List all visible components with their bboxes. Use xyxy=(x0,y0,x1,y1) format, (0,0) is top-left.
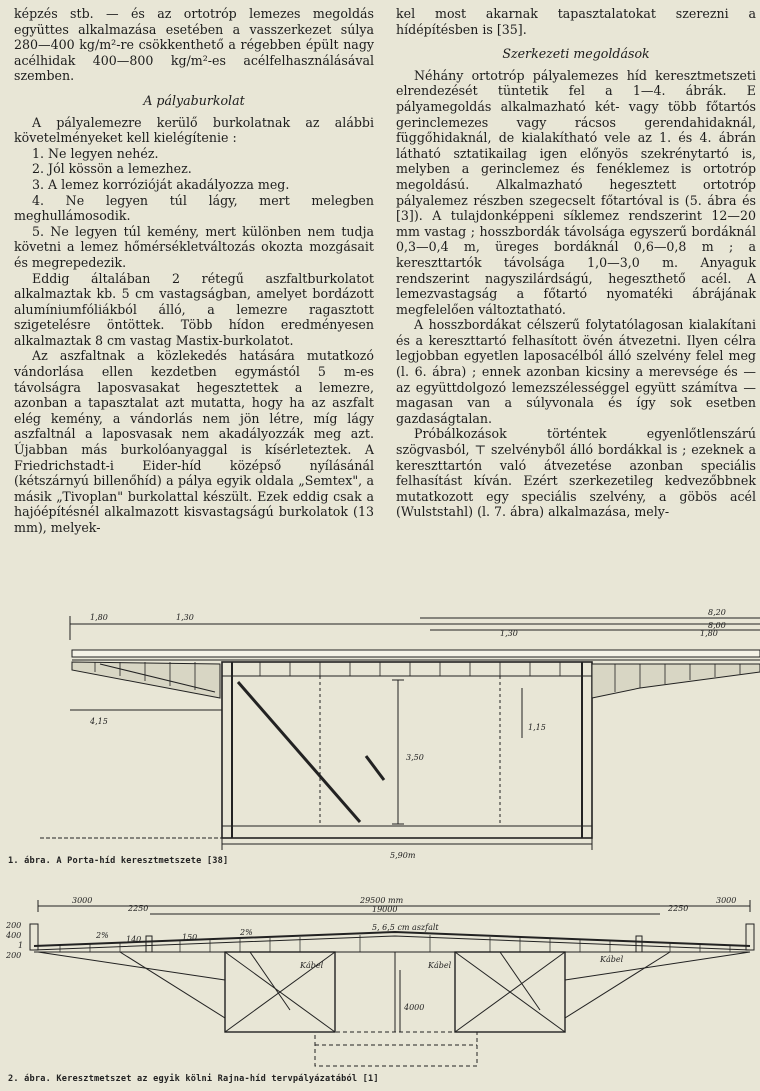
fig2-dim-200: 200 xyxy=(6,921,22,930)
fig2-dim-2pct-a: 2% xyxy=(96,931,109,940)
fig2-dim-29500: 29500 mm xyxy=(360,896,404,905)
left-paragraph-0: képzés stb. — és az ortotróp lemezes megoldás együttes alkalmazása esetében a vasszerkezet súlya 280—400 kg/m²-re csökkenthető a régebben épült nagy acélhidak 400—800 kg/m²-es acélfelhasználásával szemben. xyxy=(14,6,374,84)
fig2-kabel-c: Kábel xyxy=(600,955,624,964)
fig2-dim-19000: 19000 xyxy=(372,905,398,914)
left-paragraph-3: Az aszfaltnak a közlekedés hatására mutatkozó vándorlása ellen kezdetben egymástól 5 m-es távolságra laposvasakat hegesztettek a lemezre, azonban a tapasztalat azt mutatta, hogy ha az aszfalt elég kemény, a vándorlás nem jön létre, míg lágy aszfaltnál a laposvasak nem akadályozzák meg azt. Újabban más burkolóanyaggal is kísérleteztek. A Friedrichstadt-i Eider-híd középső nyílásánál (kétszárnyú billenőhíd) a pálya egyik oldala „Semtex", a másik „Tivoplan" burkolattal készült. Ezek eddig csak a hajóépítésnél alkalmazott kisvastagságú burkolatok (13 mm), melyek- xyxy=(14,348,374,535)
left-column xyxy=(14,6,374,536)
figure-1-drawing xyxy=(0,600,760,870)
fig1-dim-4-15: 4,15 xyxy=(90,717,108,726)
fig2-dim-4000: 4000 xyxy=(404,1003,425,1012)
fig2-dim-2250b: 2250 xyxy=(668,904,689,913)
fig2-dim-2250a: 2250 xyxy=(128,904,149,913)
fig1-dim-8-20: 8,20 xyxy=(708,608,726,617)
right-paragraph-0: kel most akarnak tapasztalatokat szerezni a hídépítésben is [35]. xyxy=(396,6,756,37)
requirement-item-3: 3. A lemez korrózióját akadályozza meg. xyxy=(32,176,290,192)
right-column xyxy=(396,6,756,520)
fig1-dim-8-00: 8,00 xyxy=(708,621,726,630)
fig2-dim-140: 140 xyxy=(126,935,142,944)
fig1-dim-5-90: 5,90m xyxy=(390,851,416,860)
fig1-dim-1-80: 1,80 xyxy=(90,613,108,622)
fig2-dim-400: 400 xyxy=(6,931,22,940)
fig1-dim-1-80b: 1,80 xyxy=(700,629,718,638)
right-paragraph-3: Próbálkozások történtek egyenlőtlenszárú szögvasból, ⊤ szelvényből álló bordákkal is ; ezeknek a kereszttartón való átvezetése azonban speciális felhasítást kíván. Ezért szerkezetileg kedvezőbbnek mutatkozott egy speciális szelvény, a göbös acél (Wulststahl) (l. 7. ábra) alkalmazása, mely- xyxy=(396,426,756,520)
right-paragraph-1: Néhány ortotróp pályalemezes híd keresztmetszeti elrendezését tüntetik fel a 1—4. ábrák. E pályamegoldás alkalmazható két- vagy több főtartós gerinclemezes vagy rácsos gerendahidaknál, függőhidaknál, de kialakítható vele az 1. és 4. ábrán látható sztatikailag igen előnyös szekrénytartó is, melyben a gerinclemez és fenéklemez is ortotróp megoldású. Alkalmazható hegesztett ortotróp pályalemez részben szegecselt főtartóval is (5. ábra és [3]). A tulajdonképpeni síklemez rendszerint 12—20 mm vastag ; hosszbordák távolsága egyszerű bordáknál 0,3—0,4 m, üreges bordáknál 0,6—0,8 m ; a kereszttartók távolsága 1,0—3,0 m. Anyaguk rendszerint nagyszilárdságú, hegeszthető acél. A lemezvastagság a főtartó nyomatéki ábrájának megfelelően változtatható. xyxy=(396,67,756,317)
section-heading-pavement: A pályaburkolat xyxy=(143,92,245,108)
fig1-dim-1-30b: 1,30 xyxy=(500,629,518,638)
right-paragraph-2: A hosszbordákat célszerű folytatólagosan kialakítani és a kereszttartó felhasított övén átvezetni. Ilyen célra legjobban egyetlen laposacélból álló szelvény felel meg (l. 6. ábra) ; ennek azonban kicsiny a merevsége és — az együttdolgozó lemezszélességgel együtt számítva — magasan van a súlyvonala és így sok esetben gazdaságtalan. xyxy=(396,317,756,426)
requirement-item-2: 2. Jól kössön a lemezhez. xyxy=(32,161,192,177)
left-paragraph-1: A pályalemezre kerülő burkolatnak az alábbi követelményeket kell kielégítenie : xyxy=(14,114,374,146)
fig1-dim-1-30a: 1,30 xyxy=(176,613,194,622)
fig2-dim-2pct-b: 2% xyxy=(240,928,253,937)
fig2-kabel-b: Kábel xyxy=(428,961,452,970)
fig2-dim-150: 150 xyxy=(182,933,198,942)
figure-2-drawing xyxy=(0,880,760,1075)
requirement-item-5: 5. Ne legyen túl kemény, mert különben nem tudja követni a lemez hőmérsékletváltozás okozta mozgásait és megrepedezik. xyxy=(14,223,374,270)
requirement-item-1: 1. Ne legyen nehéz. xyxy=(32,145,159,161)
fig2-kabel-a: Kábel xyxy=(300,961,324,970)
fig2-dim-200b: 200 xyxy=(6,951,22,960)
fig2-dim-3000b: 3000 xyxy=(716,896,737,905)
left-paragraph-2: Eddig általában 2 rétegű aszfaltburkolatot alkalmaztak kb. 5 cm vastagságban, amelyet bordázott alumíniumfóliákból álló, a lemezre ragasztott szigetelésre öntöttek. Több hídon eredményesen alkalmaztak 8 cm vastag Mastix-burkolatot. xyxy=(14,270,374,348)
fig2-dim-asphalt: 5, 6,5 cm aszfalt xyxy=(372,923,439,932)
section-heading-structural: Szerkezeti megoldások xyxy=(502,46,650,62)
figure-2-caption: 2. ábra. Keresztmetszet az egyik kölni Rajna-híd tervpályázatából [1] xyxy=(8,1074,379,1084)
figure-2 xyxy=(0,880,760,1075)
fig2-dim-3000a: 3000 xyxy=(72,896,93,905)
requirement-item-4: 4. Ne legyen túl lágy, mert melegben meghullámosodik. xyxy=(14,192,374,224)
figure-1 xyxy=(0,600,760,870)
figure-1-caption: 1. ábra. A Porta-híd keresztmetszete [38] xyxy=(8,856,229,866)
fig1-dim-1-15: 1,15 xyxy=(528,723,546,732)
fig1-dim-3-50: 3,50 xyxy=(406,753,424,762)
fig2-dim-1: 1 xyxy=(18,941,24,950)
